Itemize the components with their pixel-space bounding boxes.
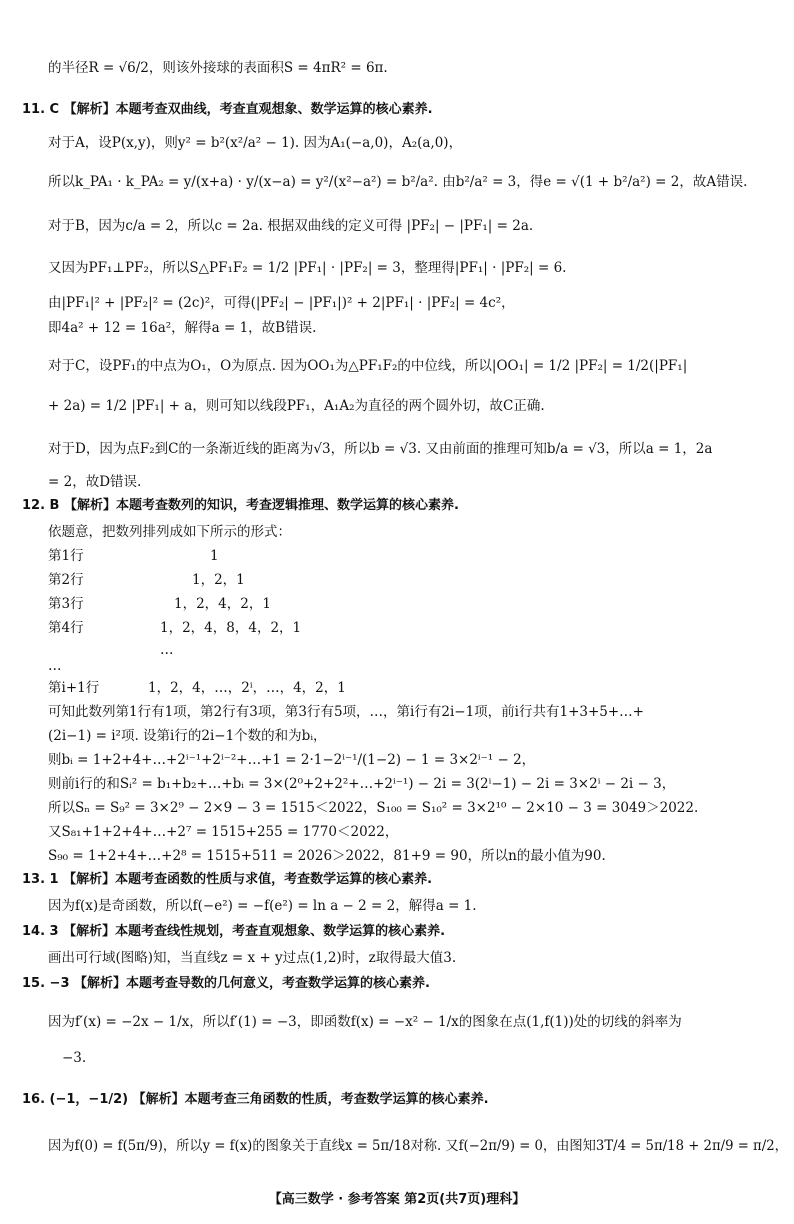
text-line: 则bᵢ = 1+2+4+…+2ⁱ⁻¹+2ⁱ⁻²+…+1 = 2·1−2ⁱ⁻¹/(1−2) − 1 = 3×2ⁱ⁻¹ − 2， (48, 752, 536, 768)
text-line: 因为f′(x) = −2x − 1/x，所以f′(1) = −3，即函数f(x) = −x² − 1/x的图象在点(1,f(1))处的切线的斜率为 (48, 1014, 682, 1030)
text-line: 1，2，4，8，4，2，1 (160, 620, 302, 636)
text-line: 因为f(x)是奇函数，所以f(−e²) = −f(e²) = ln a − 2 = 2，解得a = 1. (48, 898, 477, 914)
text-line: 画出可行域(图略)知，当直线z = x + y过点(1,2)时，z取得最大值3. (48, 950, 457, 966)
text-line: 1，2，1 (192, 572, 245, 588)
section-heading: 14. 3 【解析】本题考查线性规划，考查直观想象、数学运算的核心素养. (22, 924, 446, 939)
section-heading: 16. (−1，−1/2) 【解析】本题考查三角函数的性质，考查数学运算的核心素养. (22, 1092, 489, 1107)
page-footer: 【高三数学 · 参考答案 第2页(共7页)理科】 (268, 1192, 526, 1207)
text-line: 又因为PF₁⊥PF₂，所以S△PF₁F₂ = 1/2 |PF₁| · |PF₂| = 3，整理得|PF₁| · |PF₂| = 6. (48, 260, 567, 276)
text-line: 所以k_PA₁ · k_PA₂ = y/(x+a) · y/(x−a) = y²/(x²−a²) = b²/a². 由b²/a² = 3，得e = √(1 + b²/a²) = 2，故A错误. (48, 174, 748, 190)
section-heading: 11. C 【解析】本题考查双曲线，考查直观想象、数学运算的核心素养. (22, 102, 433, 117)
text-line: (2i−1) = i²项. 设第i行的2i−1个数的和为bᵢ， (48, 728, 327, 744)
text-line: 第2行 (48, 572, 84, 588)
text-line: 可知此数列第1行有1项，第2行有3项，第3行有5项，…，第i行有2i−1项，前i行共有1+3+5+…+ (48, 704, 644, 720)
text-line: 由|PF₁|² + |PF₂|² = (2c)²，可得(|PF₂| − |PF₁|)² + 2|PF₁| · |PF₂| = 4c²， (48, 295, 515, 311)
text-line: 对于B，因为c/a = 2，所以c = 2a. 根据双曲线的定义可得 |PF₂| − |PF₁| = 2a. (48, 218, 534, 234)
text-line: 1，2，4，2，1 (174, 596, 271, 612)
section-heading: 12. B 【解析】本题考查数列的知识，考查逻辑推理、数学运算的核心素养. (22, 498, 459, 513)
text-line: −3. (62, 1050, 87, 1066)
text-line: … (48, 658, 62, 674)
text-line: 即4a² + 12 = 16a²，解得a = 1，故B错误. (48, 320, 317, 336)
section-heading: 15. −3 【解析】本题考查导数的几何意义，考查数学运算的核心素养. (22, 976, 430, 991)
text-line: = 2，故D错误. (48, 474, 142, 490)
text-line: 对于A，设P(x,y)，则y² = b²(x²/a² − 1). 因为A₁(−a,0)，A₂(a,0)， (48, 135, 463, 151)
text-line: … (160, 642, 174, 658)
text-line: 又S₈₁+1+2+4+…+2⁷ = 1515+255 = 1770＜2022， (48, 824, 399, 840)
text-line: 对于C，设PF₁的中点为O₁，O为原点. 因为OO₁为△PF₁F₂的中位线，所以|OO₁| = 1/2 |PF₂| = 1/2(|PF₁| (48, 358, 688, 374)
section-heading: 13. 1 【解析】本题考查函数的性质与求值，考查数学运算的核心素养. (22, 872, 433, 887)
text-line: 1 (210, 548, 219, 564)
text-line: 所以Sₙ = S₉² = 3×2⁹ − 2×9 − 3 = 1515＜2022，S₁₀₀ = S₁₀² = 3×2¹⁰ − 2×10 − 3 = 3049＞2022. (48, 800, 699, 816)
text-line: 第i+1行 (48, 680, 100, 696)
text-line: 第3行 (48, 596, 84, 612)
text-line: 的半径R = √6/2，则该外接球的表面积S = 4πR² = 6π. (48, 60, 388, 76)
text-line: 1，2，4，…，2ⁱ，…，4，2，1 (148, 680, 346, 696)
text-line: 则前i行的和Sᵢ² = b₁+b₂+…+bᵢ = 3×(2⁰+2+2²+…+2ⁱ⁻¹) − 2i = 3(2ⁱ−1) − 2i = 3×2ⁱ − 2i − 3， (48, 776, 676, 792)
text-line: 第1行 (48, 548, 84, 564)
text-line: 第4行 (48, 620, 84, 636)
text-line: + 2a) = 1/2 |PF₁| + a，则可知以线段PF₁，A₁A₂为直径的两个圆外切，故C正确. (48, 398, 545, 414)
text-line: 依题意，把数列排列成如下所示的形式： (48, 524, 291, 540)
text-line: 因为f(0) = f(5π/9)，所以y = f(x)的图象关于直线x = 5π/18对称. 又f(−2π/9) = 0，由图知3T/4 = 5π/18 + 2π/9 = π/2， (48, 1138, 788, 1154)
text-line: 对于D，因为点F₂到C的一条渐近线的距离为√3，所以b = √3. 又由前面的推理可知b/a = √3，所以a = 1，2a (48, 441, 713, 457)
text-line: S₉₀ = 1+2+4+…+2⁸ = 1515+511 = 2026＞2022，81+9 = 90，所以n的最小值为90. (48, 848, 606, 864)
